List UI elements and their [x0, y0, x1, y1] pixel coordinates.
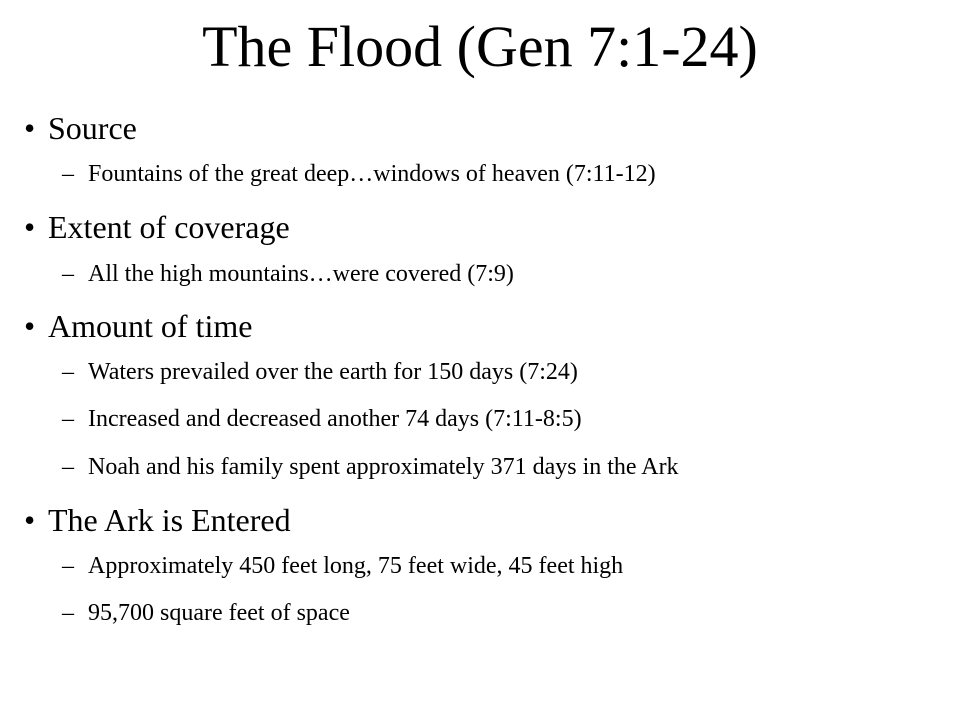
bullet-marker: •	[24, 502, 36, 538]
sub-bullet-marker: –	[62, 406, 74, 432]
bullet-marker: •	[24, 308, 36, 344]
bullet-text: Source	[48, 110, 137, 146]
sub-bullet-marker: –	[62, 454, 74, 480]
sub-bullet-marker: –	[62, 359, 74, 385]
sub-bullet-text: Increased and decreased another 74 days (7:11-8:5)	[88, 406, 582, 432]
sub-bullet-marker: –	[62, 600, 74, 626]
sub-bullet-text: Approximately 450 feet long, 75 feet wide, 45 feet high	[88, 553, 624, 579]
sub-bullet-text: 95,700 square feet of space	[88, 600, 350, 626]
sub-bullet-text: Noah and his family spent approximately 371 days in the Ark	[88, 454, 679, 480]
bullet-marker: •	[24, 110, 36, 146]
bullet-marker: •	[24, 209, 36, 245]
slide-title: The Flood (Gen 7:1-24)	[202, 14, 758, 79]
sub-bullet-text: Fountains of the great deep…windows of heaven (7:11-12)	[88, 161, 656, 187]
sub-bullet-marker: –	[62, 261, 74, 287]
sub-bullet-marker: –	[62, 161, 74, 187]
sub-bullet-text: All the high mountains…were covered (7:9)	[88, 261, 514, 287]
sub-bullet-marker: –	[62, 553, 74, 579]
bullet-text: The Ark is Entered	[48, 502, 291, 538]
bullet-text: Amount of time	[48, 308, 253, 344]
bullet-text: Extent of coverage	[48, 209, 290, 245]
sub-bullet-text: Waters prevailed over the earth for 150 days (7:24)	[88, 359, 578, 385]
